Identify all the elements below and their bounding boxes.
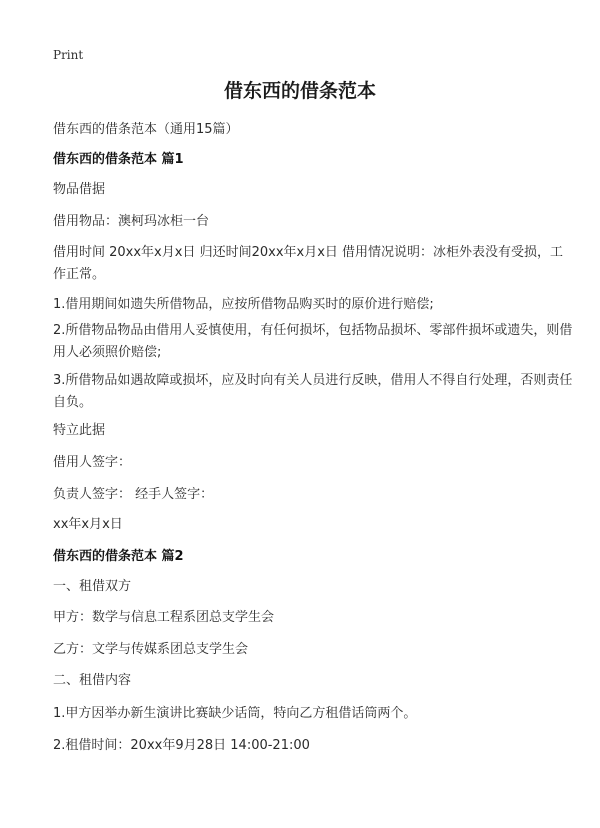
paragraph: 特立此据	[53, 423, 106, 438]
section-heading-1: 借东西的借条范本 篇1	[53, 152, 184, 167]
print-label: Print	[53, 48, 84, 62]
paragraph: 1.借用期间如遗失所借物品，应按所借物品购买时的原价进行赔偿;	[53, 297, 434, 312]
paragraph: 2.租借时间：20xx年9月28日 14:00-21:00	[53, 738, 310, 753]
paragraph: 物品借据	[53, 182, 106, 197]
paragraph: 2.所借物品物品由借用人妥慎使用，有任何损坏，包括物品损坏、零部件损坏或遗失，则借用人必须照价赔偿;	[53, 323, 573, 360]
paragraph: 二、租借内容	[53, 673, 132, 688]
paragraph: 负责人签字： 经手人签字：	[53, 487, 214, 502]
paragraph: 借用人签字：	[53, 455, 132, 470]
paragraph: 甲方：数学与信息工程系团总支学生会	[53, 610, 275, 625]
section-heading-2: 借东西的借条范本 篇2	[53, 549, 184, 564]
paragraph: 一、租借双方	[53, 579, 132, 594]
paragraph: xx年x月x日	[53, 517, 123, 532]
document-subtitle: 借东西的借条范本（通用15篇）	[53, 122, 239, 137]
paragraph: 3.所借物品如遇故障或损坏，应及时向有关人员进行反映，借用人不得自行处理，否则责任自负。	[53, 373, 573, 410]
paragraph: 乙方：文学与传媒系团总支学生会	[53, 642, 249, 657]
paragraph: 1.甲方因举办新生演讲比赛缺少话筒，特向乙方租借话筒两个。	[53, 706, 417, 721]
document-title: 借东西的借条范本	[223, 80, 376, 102]
paragraph: 借用物品：澳柯玛冰柜一台	[53, 214, 210, 229]
paragraph: 借用时间 20xx年x月x日 归还时间20xx年x月x日 借用情况说明：冰柜外表没有受损，工作正常。	[53, 245, 564, 282]
